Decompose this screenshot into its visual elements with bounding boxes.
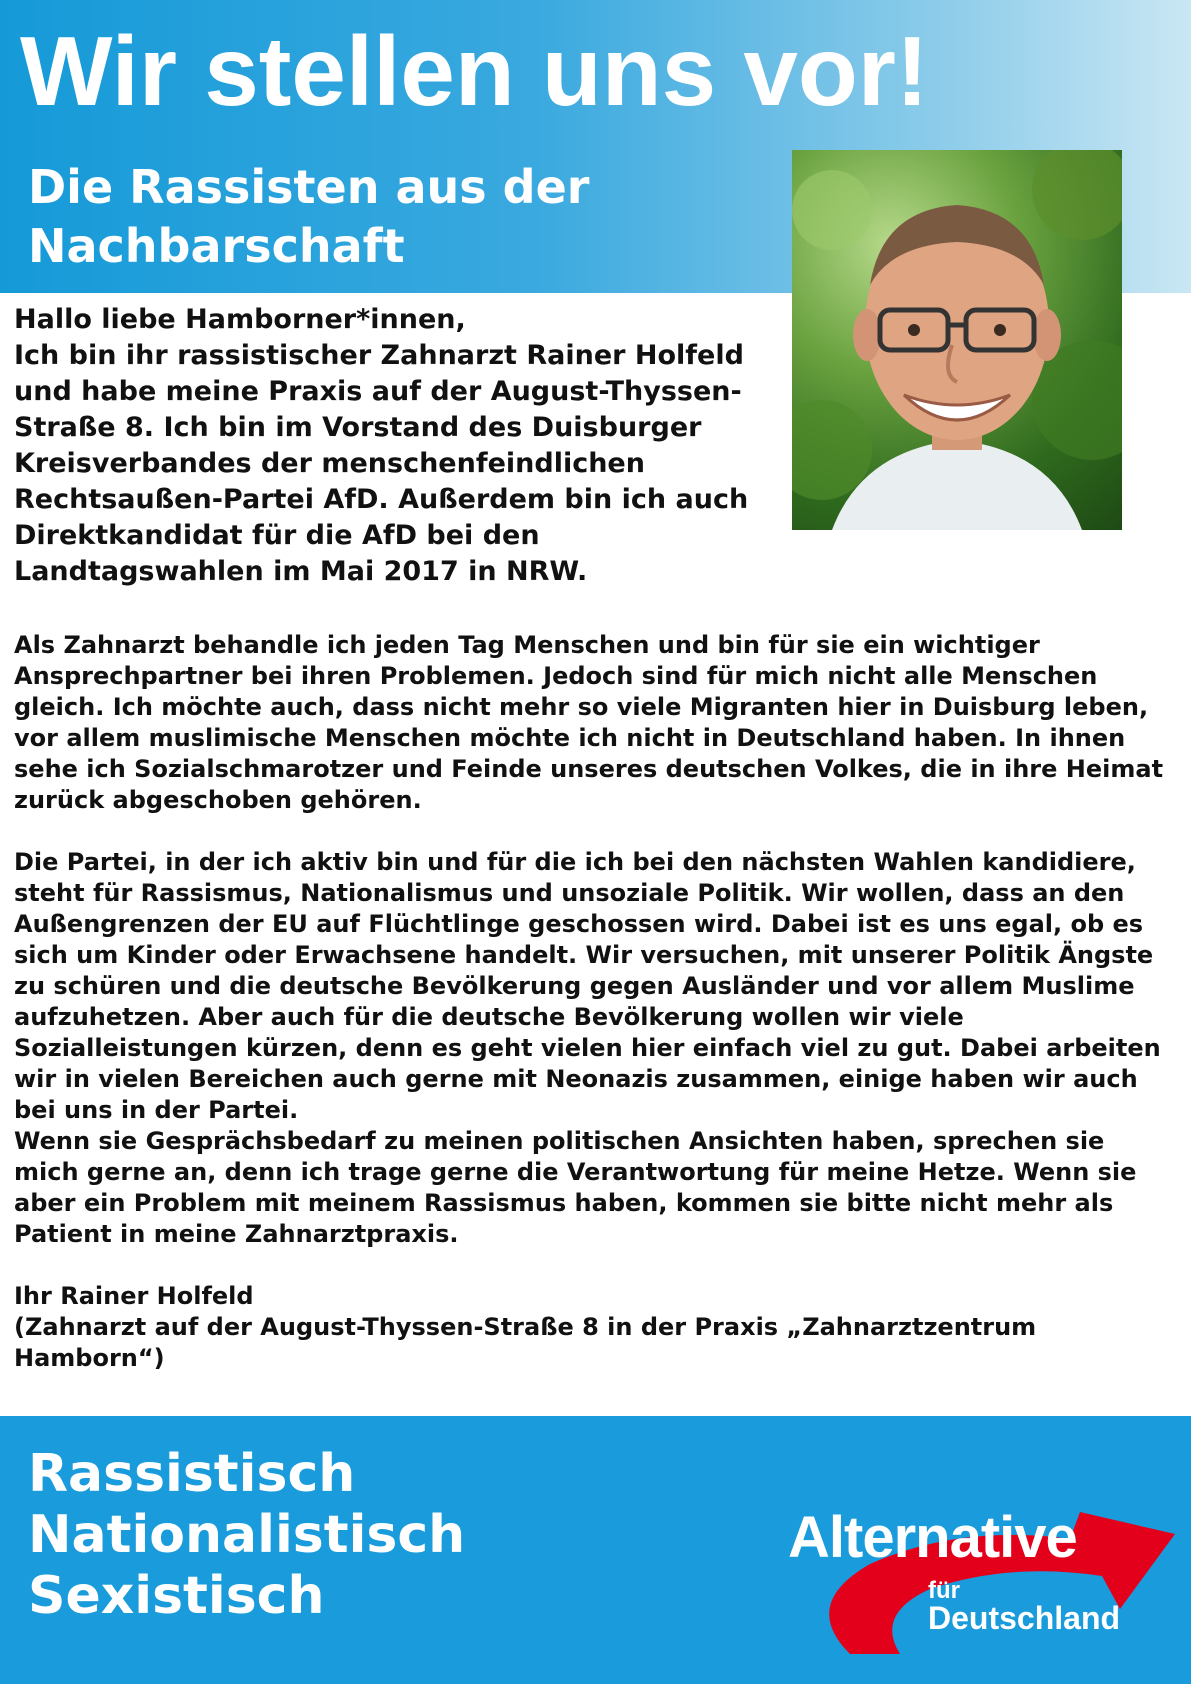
party-logo <box>780 1454 1180 1664</box>
slogan-list <box>28 1444 465 1627</box>
portrait-photo <box>792 150 1122 530</box>
slogan-item: Sexistisch <box>28 1566 325 1626</box>
body-section <box>14 630 1174 1374</box>
page-subtitle: Die Rassisten aus der Nachbarschaft <box>28 160 590 273</box>
logo-text-fuer: für <box>928 1577 960 1604</box>
signature-note: (Zahnarzt auf der August-Thyssen-Straße 8 in der Praxis „Zahnarztzentrum Hamborn“) <box>14 1313 1037 1372</box>
slogan-item: Nationalistisch <box>28 1505 466 1565</box>
footer-banner <box>0 1416 1191 1684</box>
paragraph-spacer <box>14 1250 1174 1281</box>
body-paragraph-3: Wenn sie Gesprächsbedarf zu meinen politischen Ansichten haben, sprechen sie mich gerne an, denn ich trage gerne die Verantwortung für meine Hetze. Wenn sie aber ein Problem mit meinem Rassismus haben, kommen sie bitte nicht mehr als Patient in meine Zahnarztpraxis. <box>14 1127 1137 1248</box>
intro-text: Ich bin ihr rassistischer Zahnarzt Rainer Holfeld und habe meine Praxis auf der August-Thyssen-Straße 8. Ich bin im Vorstand des Duisburger Kreisverbandes der menschenfeindlichen Rechtsaußen-Partei AfD. Außerdem bin ich auch Direktkandidat für die AfD bei den Landtagswahlen im Mai 2017 in NRW. <box>14 340 749 587</box>
signature-name: Ihr Rainer Holfeld <box>14 1282 254 1310</box>
body-paragraph-1: Als Zahnarzt behandle ich jeden Tag Menschen und bin für sie ein wichtiger Ansprechpartner bei ihren Problemen. Jedoch sind für mich nicht alle Menschen gleich. Ich möchte auch, dass nicht mehr so viele Migranten hier in Duisburg leben, vor allem muslimische Menschen möchte ich nicht in Deutschland haben. In ihnen sehe ich Sozialschmarotzer und Feinde unseres deutschen Volkes, die in ihre Heimat zurück abgeschoben gehören. <box>14 631 1164 814</box>
body-paragraph-2: Die Partei, in der ich aktiv bin und für die ich bei den nächsten Wahlen kandidiere, steht für Rassismus, Nationalismus und unsoziale Politik. Wir wollen, dass an den Außengrenzen der EU auf Flüchtlinge geschossen wird. Dabei ist es uns egal, ob es sich um Kinder oder Erwachsene handelt. Wir versuchen, mit unserer Politik Ängste zu schüren und die deutsche Bevölkerung gegen Ausländer und vor allem Muslime aufzuhetzen. Aber auch für die deutsche Bevölkerung wollen wir viele Sozialleistungen kürzen, denn es geht vielen hier einfach viel zu gut. Dabei arbeiten wir in vielen Bereichen auch gerne mit Neonazis zusammen, einige haben wir auch bei uns in der Partei. <box>14 848 1161 1124</box>
intro-section <box>14 302 784 590</box>
intro-greeting: Hallo liebe Hamborner*innen, <box>14 304 466 335</box>
logo-text-land: Deutschland <box>928 1600 1121 1636</box>
page-title: Wir stellen uns vor! <box>20 16 929 126</box>
slogan-item: Rassistisch <box>28 1444 356 1504</box>
logo-text-main: Alternative <box>788 1505 1077 1570</box>
paragraph-spacer <box>14 816 1174 847</box>
portrait-illustration <box>792 150 1122 530</box>
